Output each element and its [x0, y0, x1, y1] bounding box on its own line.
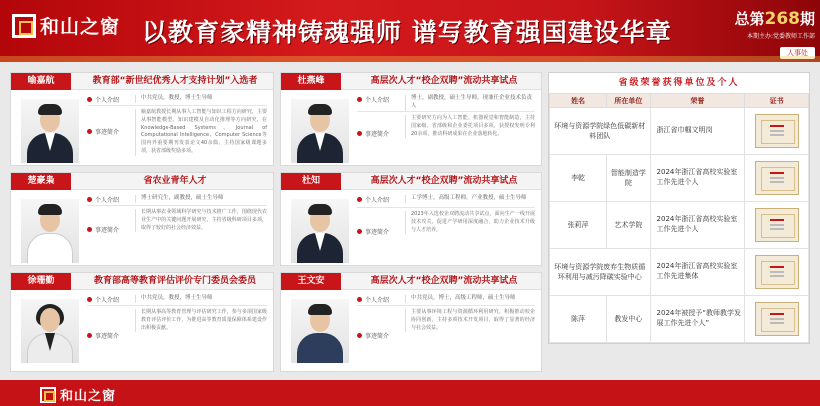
issue-prefix: 总第	[734, 10, 765, 28]
honoree-unit: 艺术学院	[607, 202, 650, 249]
header-logo	[12, 12, 120, 39]
honoree-name: 李乾	[550, 155, 607, 202]
honoree-name: 环境与资源学院绿色低碳新材料团队	[550, 108, 651, 155]
bullet-icon	[87, 297, 92, 302]
cert-cell	[745, 108, 809, 155]
deeds-label	[357, 331, 405, 340]
deeds-label	[87, 225, 135, 234]
intro-label-text: 个人介绍	[365, 97, 390, 104]
bullet-icon	[87, 129, 92, 134]
intro-label-text: 个人介绍	[365, 297, 390, 304]
intro-row	[87, 95, 267, 104]
deeds-label	[357, 129, 405, 138]
certificate-image	[755, 208, 799, 242]
honoree-unit: 智能制造学院	[607, 155, 650, 202]
cert-cell	[745, 249, 809, 296]
deeds-label-text: 事迹简介	[365, 333, 390, 340]
profile-name: 杜知	[281, 173, 341, 190]
bullet-icon	[87, 333, 92, 338]
profile-photo	[291, 99, 349, 163]
intro-row	[87, 295, 267, 304]
profile-card	[280, 172, 542, 266]
profile-photo	[21, 299, 79, 363]
honoree-unit: 教发中心	[607, 296, 650, 343]
deeds-row	[357, 115, 535, 138]
honor-text: 2024年被授予“教师教学发展工作先进个人”	[650, 296, 745, 343]
divider	[357, 207, 535, 208]
certificate-image	[755, 255, 799, 289]
profile-card	[280, 72, 542, 166]
column-header: 所在单位	[607, 94, 650, 108]
deeds-row	[87, 109, 267, 156]
deeds-text: 长期从事农业领域科学研究与技术推广工作，围绕现代农业生产中的关键问题开展研究，主持省级科研项目多项，取得了较好的社会经济效益。	[135, 209, 267, 232]
issue-number: 268	[764, 9, 800, 29]
deeds-text: 喻嘉航教授长期从事人工智能与知识工程方向研究，主要从事智能模型、知识建模及自动化推理等方向研究，在Knowledge-Based Systems、Journal of Computational Intelligence、Computer Science等国内外重要期刊发表论文40余篇，主持国家级课题多项，获省部级奖励多项。	[135, 109, 267, 156]
issue-suffix: 期	[799, 10, 815, 28]
deeds-label	[87, 127, 135, 136]
profile-photo	[291, 199, 349, 263]
divider	[357, 111, 535, 112]
divider	[87, 105, 267, 106]
profile-photo	[21, 199, 79, 263]
footer-bar	[0, 380, 820, 406]
profile-card	[10, 272, 274, 372]
profile-name: 喻嘉航	[11, 73, 71, 90]
profile-card	[10, 72, 274, 166]
table-row	[550, 202, 809, 249]
profile-name: 楚豪枭	[11, 173, 71, 190]
intro-label	[357, 295, 405, 304]
logo-mark-icon	[40, 387, 56, 403]
bullet-icon	[357, 131, 362, 136]
bullet-icon	[87, 197, 92, 202]
table-row	[550, 108, 809, 155]
intro-text: 博士，副教授，硕士生导师，现兼任企业技术负责人	[405, 95, 535, 111]
profile-title: 高层次人才“校企双聘”流动共享试点	[370, 276, 518, 286]
profile-title: 高层次人才“校企双聘”流动共享试点	[370, 176, 518, 186]
intro-label	[357, 95, 405, 104]
intro-text: 中共党员，教授，博士生导师	[135, 295, 267, 303]
profile-name: 王文安	[281, 273, 341, 290]
intro-row	[87, 195, 267, 204]
honoree-name: 陈萍	[550, 296, 607, 343]
header-banner	[0, 0, 820, 62]
certificate-image	[755, 302, 799, 336]
honor-title: 省级荣誉获得单位及个人	[618, 78, 740, 88]
honor-table	[549, 93, 809, 343]
footer-logo-text: 和山之窗	[60, 389, 117, 404]
intro-text: 博士研究生，副教授，硕士生导师	[135, 195, 267, 203]
issue-organizer: 本期主办:党委教师工作部	[746, 33, 815, 40]
deeds-label-text: 事迹简介	[95, 227, 120, 234]
profile-header	[281, 173, 541, 190]
certificate-image	[755, 161, 799, 195]
column-header: 荣誉	[650, 94, 745, 108]
intro-row	[357, 195, 535, 204]
deeds-text: 2023年入选校企双聘流动共享试点，面向生产一线开展技术攻关，促进产学研用深度融合，助力企业技术升级与人才培养。	[405, 211, 535, 234]
divider	[87, 205, 267, 206]
bullet-icon	[357, 333, 362, 338]
certificate-image	[755, 114, 799, 148]
profile-title: 教育部“新世纪优秀人才支持计划”入选者	[92, 76, 258, 86]
cert-cell	[745, 296, 809, 343]
intro-label-text: 个人介绍	[95, 197, 120, 204]
profile-title: 省农业青年人才	[143, 176, 207, 186]
deeds-text: 主要从事环境工程与资源循环利用研究，积极推动校企协同创新，主持多项技术开发项目，取得了显著的经济与社会效益。	[405, 309, 535, 332]
bullet-icon	[357, 197, 362, 202]
intro-label	[87, 295, 135, 304]
table-row	[550, 296, 809, 343]
issue-tag: 人事处	[780, 47, 815, 59]
deeds-label	[357, 227, 405, 236]
deeds-label-text: 事迹简介	[95, 333, 120, 340]
profile-title: 高层次人才“校企双聘”流动共享试点	[370, 76, 518, 86]
column-header: 姓名	[550, 94, 607, 108]
intro-label-text: 个人介绍	[95, 297, 120, 304]
logo-mark-icon	[12, 14, 36, 38]
issue-number-line	[717, 8, 815, 29]
intro-label-text: 个人介绍	[365, 197, 390, 204]
table-row	[550, 155, 809, 202]
intro-label-text: 个人介绍	[95, 97, 120, 104]
issue-info	[717, 8, 815, 59]
honor-text: 2024年浙江省高校实验室工作先进集体	[650, 249, 745, 296]
honor-table-header	[550, 94, 809, 108]
bullet-icon	[357, 229, 362, 234]
honor-panel	[548, 72, 810, 344]
bullet-icon	[87, 97, 92, 102]
deeds-row	[357, 309, 535, 340]
intro-text: 工学博士，高级工程师，产业教授，硕士生导师	[405, 195, 535, 203]
profile-title: 教育部高等教育评估评价专门委员会委员	[93, 276, 256, 286]
profile-header	[11, 273, 273, 290]
intro-text: 中共党员，教授，博士生导师	[135, 95, 267, 103]
intro-row	[357, 295, 535, 304]
profile-card	[10, 172, 274, 266]
profile-header	[11, 173, 273, 190]
cert-cell	[745, 155, 809, 202]
honor-text: 2024年浙江省高校实验室工作先进个人	[650, 202, 745, 249]
bullet-icon	[357, 297, 362, 302]
deeds-row	[357, 211, 535, 236]
profile-name: 杜燕峰	[281, 73, 341, 90]
profile-photo	[21, 99, 79, 163]
column-header: 证书	[745, 94, 809, 108]
divider	[357, 305, 535, 306]
bullet-icon	[357, 97, 362, 102]
profile-name: 徐珊勤	[11, 273, 71, 290]
profile-header	[11, 73, 273, 90]
deeds-label	[87, 331, 135, 340]
honoree-name: 环境与资源学院废弃生物质循环利用与减污降碳实验中心	[550, 249, 651, 296]
footer-logo	[40, 385, 116, 404]
logo-text: 和山之窗	[40, 16, 121, 38]
deeds-text: 主要研究方向为人工智能、机器视觉和智能制造，主持国家级、省部级和企业委托项目多项，获授权发明专利20余项，推动科研成果在企业落地转化。	[405, 115, 535, 138]
intro-label	[87, 195, 135, 204]
deeds-row	[87, 309, 267, 340]
intro-text: 中共党员，博士，高级工程师，硕士生导师	[405, 295, 535, 303]
divider	[87, 305, 267, 306]
profile-header	[281, 73, 541, 90]
page-title: 以教育家精神铸魂强师 谱写教育强国建设华章	[142, 18, 672, 47]
intro-label	[357, 195, 405, 204]
deeds-label-text: 事迹简介	[365, 131, 390, 138]
table-row	[550, 249, 809, 296]
intro-label	[87, 95, 135, 104]
intro-row	[357, 95, 535, 111]
bullet-icon	[87, 227, 92, 232]
cert-cell	[745, 202, 809, 249]
honor-text: 浙江省巾帼文明岗	[650, 108, 745, 155]
profile-card	[280, 272, 542, 372]
deeds-label-text: 事迹简介	[95, 129, 120, 136]
honor-text: 2024年浙江省高校实验室工作先进个人	[650, 155, 745, 202]
honoree-name: 张莉萍	[550, 202, 607, 249]
deeds-text: 长期从事高等教育管理与评估研究工作，参与多项国家级教育评估评价工作，为推进高等教育质量保障体系建设作出积极贡献。	[135, 309, 267, 332]
deeds-row	[87, 209, 267, 234]
profile-header	[281, 273, 541, 290]
profile-photo	[291, 299, 349, 363]
deeds-label-text: 事迹简介	[365, 229, 390, 236]
